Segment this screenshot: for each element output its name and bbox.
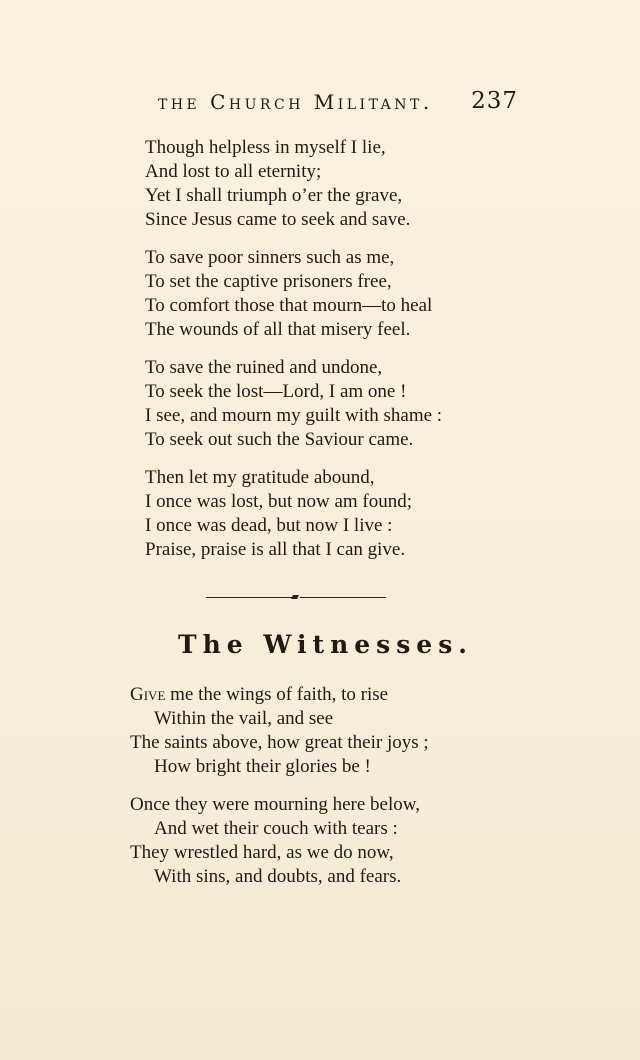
verse-line: Since Jesus came to seek and save.: [145, 209, 411, 230]
verse-line: [130, 683, 530, 707]
verse-line: I once was lost, but now am found;: [145, 491, 413, 512]
running-head: [158, 88, 518, 118]
divider-ornament: [291, 595, 299, 599]
verse-line: To seek out such the Saviour came.: [145, 429, 414, 450]
verse-line: The saints above, how great their joys ;: [130, 732, 429, 753]
verse-line: Then let my gratitude abound,: [145, 467, 375, 488]
opening-word: Give: [130, 684, 166, 705]
verse-line: To save the ruined and undone,: [145, 357, 383, 378]
verse-line: Though helpless in myself I lie,: [145, 137, 386, 158]
poem-church-militant-ending: [145, 136, 505, 576]
divider-line-right: [300, 597, 386, 598]
verse-line: To set the captive prisoners free,: [145, 271, 392, 292]
verse-line: They wrestled hard, as we do now,: [130, 842, 394, 863]
verse-line: The wounds of all that misery feel.: [145, 319, 411, 340]
verse-line: To save poor sinners such as me,: [145, 247, 395, 268]
running-head-title: the Church Militant.: [158, 90, 433, 114]
stanza: [130, 793, 530, 889]
section-divider: [206, 596, 386, 598]
stanza: [145, 136, 505, 232]
poem-the-witnesses: [130, 683, 530, 903]
verse-line: I once was dead, but now I live :: [145, 515, 393, 536]
stanza: [130, 683, 530, 779]
verse-line: Praise, praise is all that I can give.: [145, 539, 406, 560]
verse-line: To comfort those that mourn—to heal: [145, 295, 433, 316]
stanza: [145, 246, 505, 342]
page-number: 237: [471, 88, 518, 114]
verse-line: Yet I shall triumph o’er the grave,: [145, 185, 403, 206]
verse-line: To seek the lost—Lord, I am one !: [145, 381, 407, 402]
divider-line-left: [206, 597, 292, 598]
poem-title: The Witnesses.: [178, 630, 473, 659]
stanza: [145, 356, 505, 452]
verse-line: How bright their glories be !: [154, 756, 371, 777]
verse-line: Within the vail, and see: [154, 708, 334, 729]
verse-line: Once they were mourning here below,: [130, 794, 420, 815]
verse-line: And wet their couch with tears :: [154, 818, 398, 839]
verse-line-text: me the wings of faith, to rise: [165, 684, 389, 705]
verse-line: And lost to all eternity;: [145, 161, 322, 182]
verse-line: With sins, and doubts, and fears.: [154, 866, 402, 887]
verse-line: I see, and mourn my guilt with shame :: [145, 405, 443, 426]
stanza: [145, 466, 505, 562]
